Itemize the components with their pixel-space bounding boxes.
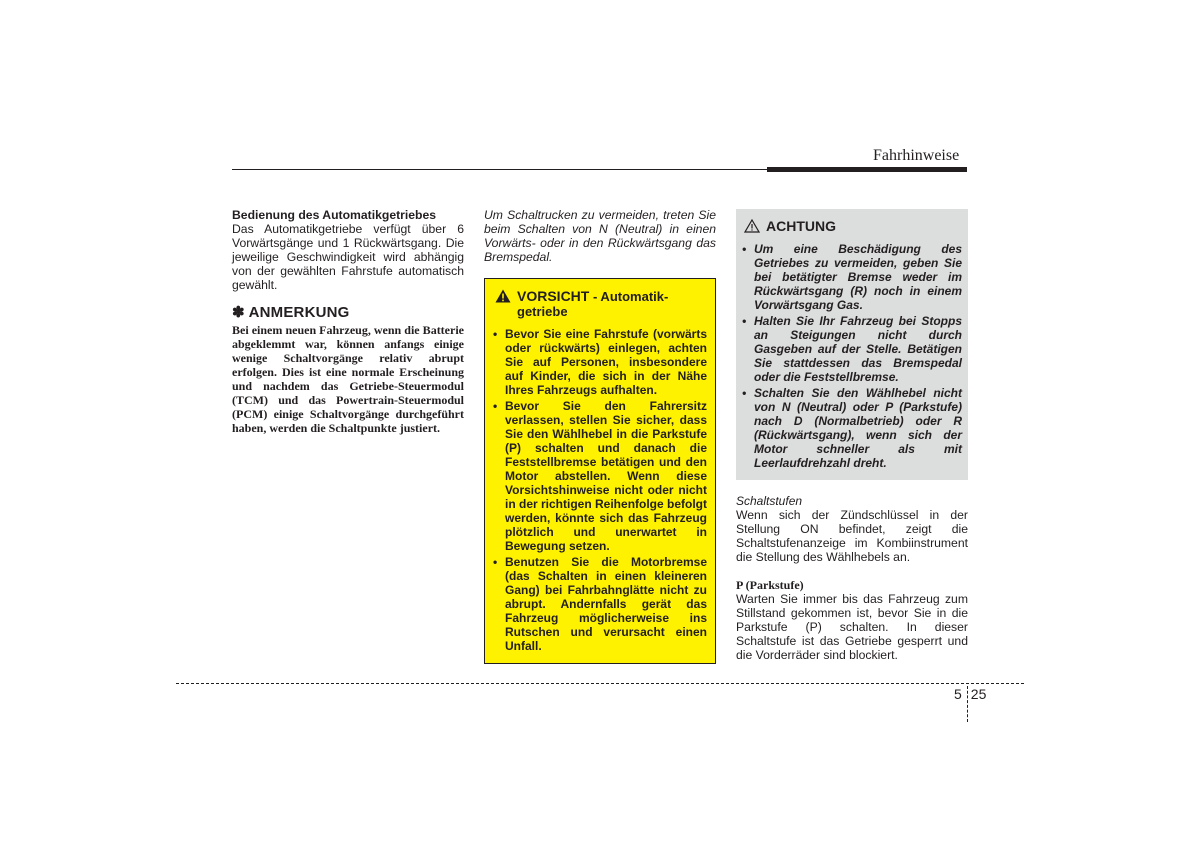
achtung-box [736, 209, 968, 480]
list-item: • Bevor Sie den Fahrersitz verlassen, stellen Sie sicher, dass Sie den Wählhebel in die Parkstufe (P) schalten und danach die Feststellbremse betätigen und den Motor abstellen. Wenn diese Vorsichtshinweise nicht oder nicht in der richtigen Reihenfolge befolgt werden, könnte sich das Fahrzeug plötzlich und unerwartet in Bewegung setzen. [493, 399, 707, 553]
caution-icon [744, 219, 760, 234]
vorsicht-subtitle: - Automatik-getriebe [517, 289, 669, 319]
vorsicht-label: VORSICHT [517, 288, 590, 304]
column-2 [484, 208, 716, 664]
page-number [954, 686, 986, 702]
schaltstufen-heading: Schaltstufen [736, 494, 803, 508]
achtung-title [742, 219, 962, 234]
footer-rule [176, 683, 1024, 684]
note-title: ✽ ANMERKUNG [232, 304, 350, 321]
section-title: Fahrhinweise [873, 147, 960, 164]
parkstufe-heading: P (Parkstufe) [736, 578, 804, 592]
intro-paragraph: Das Automatikgetriebe verfügt über 6 Vorwärtsgänge und 1 Rückwärtsgang. Die jeweilige Geschwindigkeit wird abhängig von der gewählten Fahrstufe automatisch gewählt. [232, 222, 464, 292]
shift-hint-paragraph: Um Schaltrucken zu vermeiden, treten Sie beim Schalten von N (Neutral) in einen Vorwärts- oder in den Rückwärtsgang das Bremspedal. [484, 208, 716, 264]
vorsicht-box [484, 278, 716, 664]
vorsicht-title [493, 289, 707, 319]
header-rule-accent [767, 167, 967, 172]
list-item: • Benutzen Sie die Motorbremse (das Schalten in einen kleineren Gang) bei Fahrbahnglätte nicht zu abrupt. Andernfalls gerät das Fahrzeug möglicherweise ins Rutschen und verursacht einen Unfall. [493, 555, 707, 653]
chapter-number: 5 [954, 686, 962, 702]
list-item: • Um eine Beschädigung des Getriebes zu vermeiden, geben Sie bei betätigter Bremse weder im Rückwärtsgang (R) noch in einem Vorwärtsgang Gas. [742, 242, 962, 312]
warning-icon [495, 289, 511, 319]
list-item: • Halten Sie Ihr Fahrzeug bei Stopps an Steigungen nicht durch Gasgeben auf der Stelle. Betätigen Sie stattdessen das Bremspedal oder die Feststellbremse. [742, 314, 962, 384]
vorsicht-list [493, 327, 707, 653]
column-3 [736, 209, 968, 662]
achtung-list [742, 242, 962, 470]
column-1 [232, 208, 464, 435]
list-item: • Schalten Sie den Wählhebel nicht von N (Neutral) oder P (Parkstufe) nach D (Normalbetrieb) oder R (Rückwärtsgang), wenn sich der Motor schneller als mit Leerlaufdrehzahl dreht. [742, 386, 962, 470]
note-body: Bei einem neuen Fahrzeug, wenn die Batterie abgeklemmt war, können anfangs einige wenige Schaltvorgänge relativ abrupt erfolgen. Dies ist eine normale Erscheinung und nachdem das Getriebe-Steuermodul (TCM) und das Powertrain-Steuermodul (PCM) einige Schaltvorgänge durchgeführt haben, werden die Schaltpunkte justiert. [232, 323, 464, 435]
section-heading: Bedienung des Automatikgetriebes [232, 208, 437, 222]
list-item: • Bevor Sie eine Fahrstufe (vorwärts oder rückwärts) einlegen, achten Sie auf Personen, insbesondere auf Kinder, die sich in der Nähe Ihres Fahrzeugs aufhalten. [493, 327, 707, 397]
parkstufe-paragraph: Warten Sie immer bis das Fahrzeug zum Stillstand gekommen ist, bevor Sie in die Parkstufe (P) schalten. In dieser Schaltstufe ist das Getriebe gesperrt und die Vorderräder sind blockiert. [736, 592, 968, 662]
schaltstufen-paragraph: Wenn sich der Zündschlüssel in der Stellung ON befindet, zeigt die Schaltstufenanzeige im Kombiinstrument die Stellung des Wählhebels an. [736, 508, 968, 564]
achtung-label: ACHTUNG [766, 218, 836, 234]
page-number-separator [967, 686, 968, 722]
page-number-value: 25 [970, 686, 987, 702]
